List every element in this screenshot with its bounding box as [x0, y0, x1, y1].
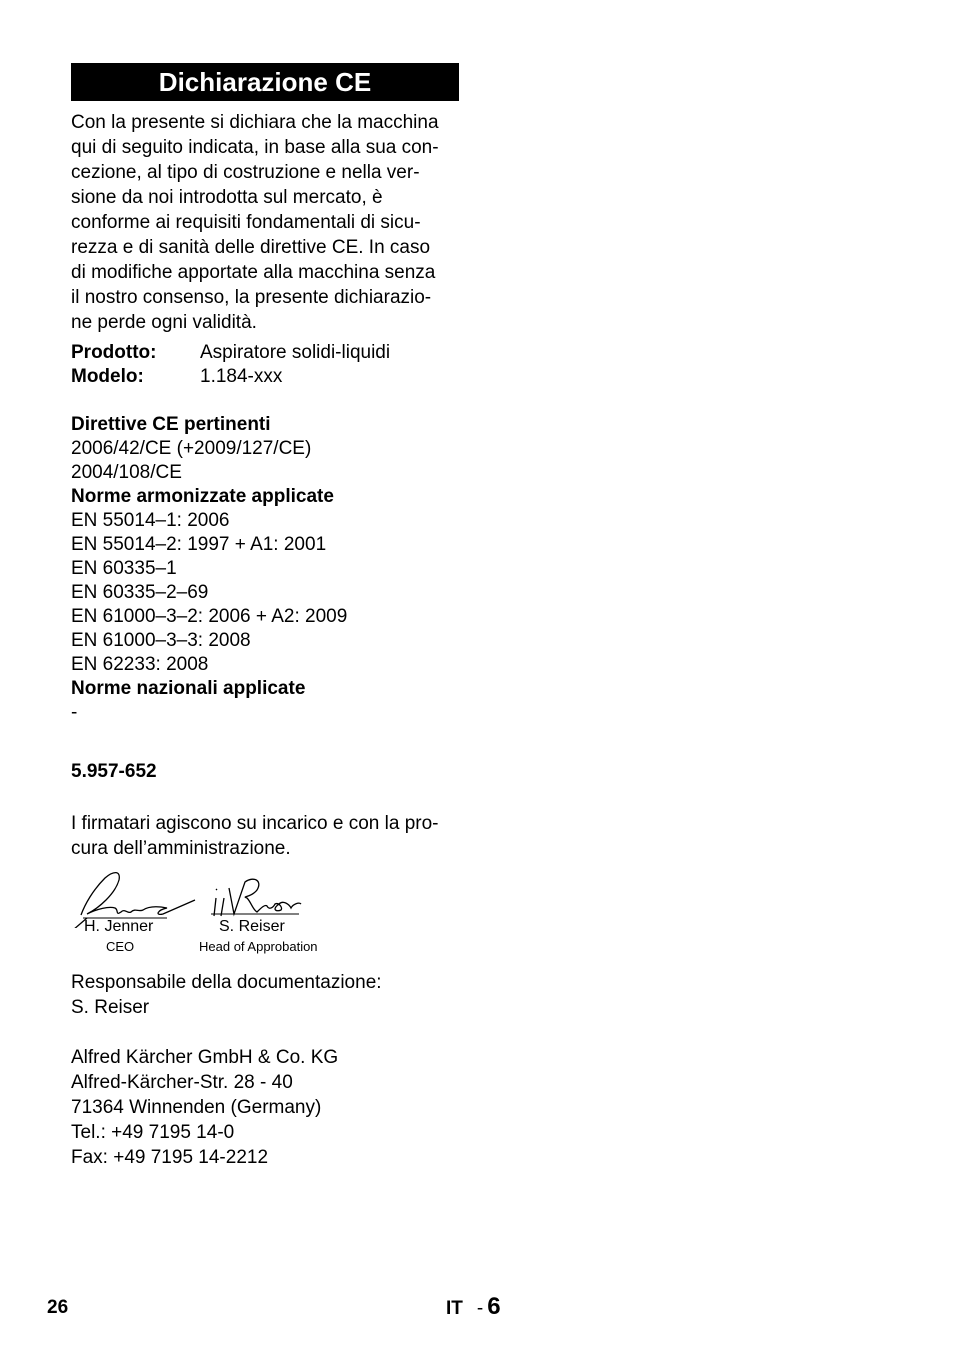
- directive-item: 2006/42/CE (+2009/127/CE): [71, 438, 312, 459]
- model-label: Modelo:: [71, 366, 144, 387]
- section-dash: -: [476, 1298, 484, 1319]
- product-row: [71, 341, 459, 365]
- harmonized-item: EN 55014–1: 2006: [71, 510, 230, 531]
- section-number: 6: [487, 1293, 501, 1320]
- directive-item: 2004/108/CE: [71, 462, 182, 483]
- signers-line: I firmatari agiscono su incarico e con la pro-: [71, 813, 439, 834]
- company-address: [71, 1045, 459, 1170]
- responsible-name: S. Reiser: [71, 997, 150, 1018]
- page-title: Dichiarazione CE: [71, 63, 459, 101]
- address-line: Tel.: +49 7195 14-0: [71, 1122, 235, 1143]
- signature-block: [71, 868, 351, 958]
- harmonized-item: EN 60335–2–69: [71, 582, 209, 603]
- product-label: Prodotto:: [71, 342, 157, 363]
- intro-line: di modifiche apportate alla macchina senza: [71, 262, 436, 283]
- signer-role: Head of Approbation: [199, 939, 318, 954]
- address-line: Alfred Kärcher GmbH & Co. KG: [71, 1047, 339, 1068]
- product-value: Aspiratore solidi-liquidi: [200, 342, 391, 363]
- harmonized-heading: Norme armonizzate applicate: [71, 486, 334, 507]
- harmonized-item: EN 60335–1: [71, 558, 177, 579]
- intro-line: il nostro consenso, la presente dichiarazio-: [71, 287, 432, 308]
- signer-role: CEO: [106, 939, 135, 954]
- address-line: Alfred-Kärcher-Str. 28 - 40: [71, 1072, 293, 1093]
- intro-line: cezione, al tipo di costruzione e nella ver-: [71, 162, 420, 183]
- signer-name: S. Reiser: [219, 918, 285, 935]
- responsible-label: Responsabile della documentazione:: [71, 972, 382, 993]
- standards-list: [71, 413, 459, 725]
- document-number: 5.957-652: [71, 761, 157, 782]
- harmonized-item: EN 61000–3–3: 2008: [71, 630, 251, 651]
- harmonized-item: EN 61000–3–2: 2006 + A2: 2009: [71, 606, 348, 627]
- harmonized-item: EN 62233: 2008: [71, 654, 209, 675]
- intro-line: ne perde ogni validità.: [71, 312, 257, 333]
- intro-line: conforme ai requisiti fondamentali di sicu-: [71, 212, 421, 233]
- intro-paragraph: [71, 110, 459, 335]
- model-value: 1.184-xxx: [200, 366, 283, 387]
- directives-heading: Direttive CE pertinenti: [71, 414, 271, 435]
- section-indicator: [446, 1293, 501, 1321]
- national-heading: Norme nazionali applicate: [71, 678, 306, 699]
- address-line: 71364 Winnenden (Germany): [71, 1097, 322, 1118]
- intro-line: Con la presente si dichiara che la macchina: [71, 112, 439, 133]
- product-spec: [71, 341, 459, 389]
- intro-line: rezza e di sanità delle direttive CE. In caso: [71, 237, 431, 258]
- signers-note: [71, 811, 459, 861]
- intro-line: sione da noi introdotta sul mercato, è: [71, 187, 383, 208]
- signer-name: H. Jenner: [84, 918, 154, 935]
- language-code: IT: [446, 1298, 463, 1319]
- national-value: -: [71, 702, 78, 723]
- intro-line: qui di seguito indicata, in base alla sua con-: [71, 137, 439, 158]
- harmonized-item: EN 55014–2: 1997 + A1: 2001: [71, 534, 327, 555]
- signers-line: cura dell’amministrazione.: [71, 838, 291, 859]
- page-number: 26: [47, 1297, 69, 1318]
- address-line: Fax: +49 7195 14-2212: [71, 1147, 269, 1168]
- documentation-responsible: [71, 970, 459, 1020]
- model-row: [71, 365, 459, 389]
